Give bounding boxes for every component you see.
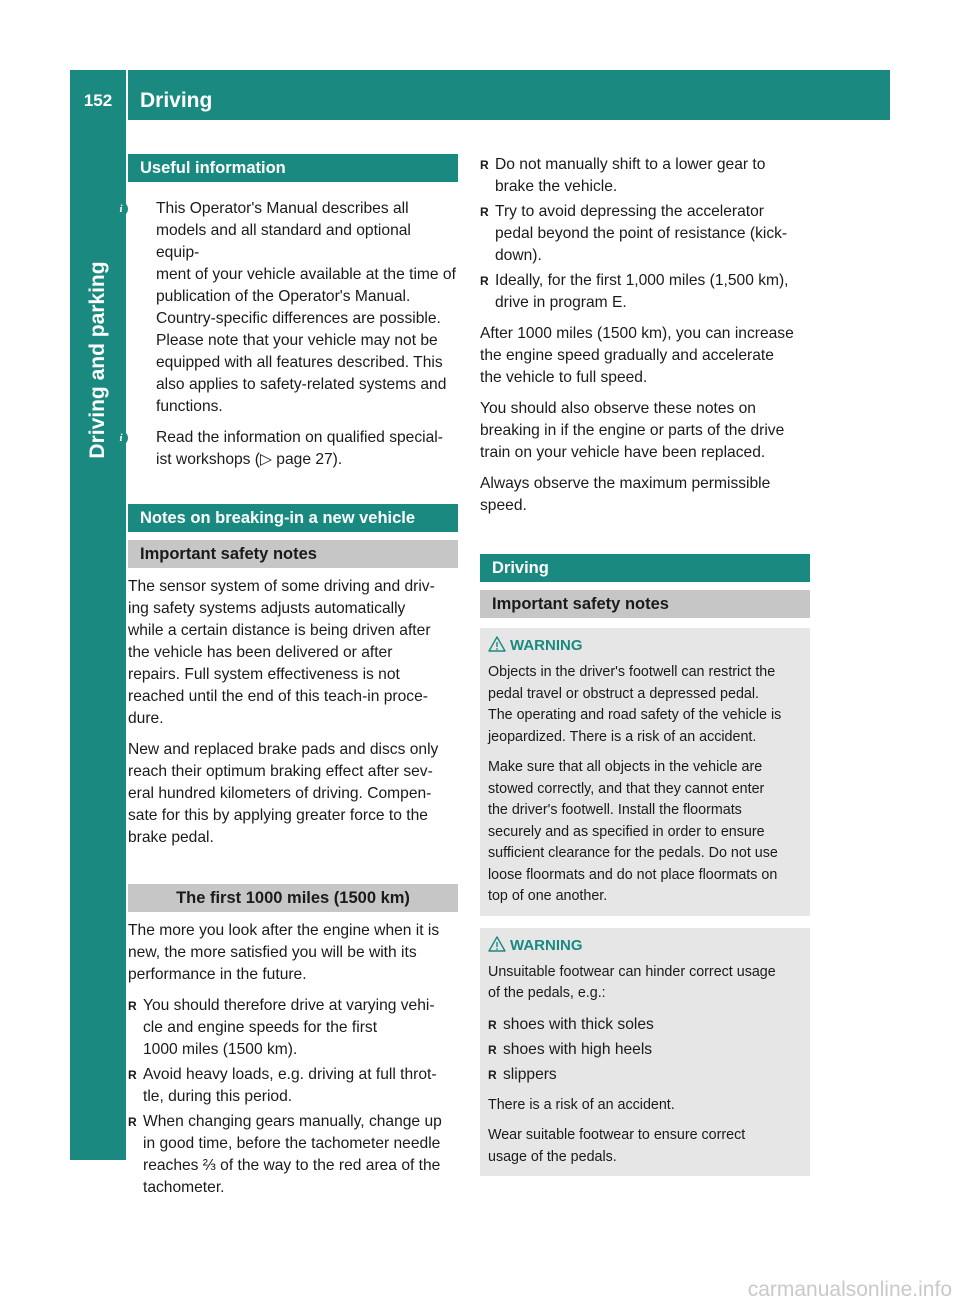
breaking-in-list: [128, 995, 458, 1199]
info-note-workshops: [119, 427, 458, 471]
chapter-title: Driving: [140, 89, 213, 112]
list-item-text: Try to avoid depressing the accelerator pedal beyond the point of resistance (kick- down).: [495, 203, 788, 264]
watermark: carmanualsonline.info: [747, 1278, 952, 1301]
warning-footwear-action: Wear suitable footwear to ensure correct usage of the pedals.: [488, 1127, 746, 1165]
warning-title-text: WARNING: [510, 637, 583, 654]
list-item: [128, 1064, 458, 1108]
bullet-marker: R: [480, 274, 489, 288]
warning-footwear-risk: There is a risk of an accident.: [488, 1096, 675, 1113]
list-item-text: shoes with thick soles: [503, 1015, 654, 1033]
after-1000-miles-paragraph: After 1000 miles (1500 km), you can increase the engine speed gradually and accelerate the vehicle to full speed.: [480, 325, 794, 386]
shifting-list: [480, 154, 810, 314]
info-note-text: This Operator's Manual describes all models and all standard and optional equip- ment of your vehicle available at the time of publication of the Operator's Manual. Country-specific differences are possible. Please note that your vehicle may not be equipped with all features described. This also applies to safety-related systems and functions.: [156, 200, 456, 415]
list-item-text: Avoid heavy loads, e.g. driving at full throt- tle, during this period.: [143, 1066, 437, 1105]
bullet-marker: R: [488, 1067, 497, 1082]
replaced-parts-paragraph: You should also observe these notes on breaking in if the engine or parts of the drive train on your vehicle have been replaced.: [480, 400, 785, 461]
list-item: [128, 995, 458, 1061]
left-column: [119, 154, 458, 1208]
footwear-list: [488, 1014, 802, 1086]
breaking-in-heading: Notes on breaking-in a new vehicle: [128, 504, 458, 532]
warning-box-footwear: [480, 928, 810, 1177]
bullet-marker: R: [480, 158, 489, 172]
list-item: [488, 1039, 802, 1061]
bullet-marker: R: [488, 1042, 497, 1057]
important-safety-notes-heading: Important safety notes: [128, 540, 458, 568]
bullet-marker: R: [128, 1068, 137, 1082]
list-item: [480, 270, 810, 314]
driving-safety-notes-heading: Important safety notes: [480, 590, 810, 618]
driving-heading: Driving: [480, 554, 810, 582]
warning-title: [488, 636, 802, 656]
first-1000-miles-heading: The first 1000 miles (1500 km): [128, 884, 458, 912]
bullet-marker: R: [128, 1115, 137, 1129]
useful-information-heading: Useful information: [128, 154, 458, 182]
list-item: [480, 154, 810, 198]
bullet-marker: R: [480, 205, 489, 219]
warning-footwear-intro: Unsuitable footwear can hinder correct usage of the pedals, e.g.:: [488, 963, 776, 1001]
list-item: [488, 1014, 802, 1036]
header-divider: [126, 70, 128, 120]
warning-footwell-risk: Objects in the driver's footwell can restrict the pedal travel or obstruct a depressed pedal. The operating and road safety of the vehicle is jeopardized. There is a risk of an accident.: [488, 664, 782, 745]
side-tab-label: Driving and parking: [86, 261, 109, 459]
right-column: [480, 154, 810, 1176]
list-item: [480, 201, 810, 267]
engine-care-paragraph: The more you look after the engine when it is new, the more satisfied you will be with its performance in the future.: [128, 922, 440, 983]
bullet-marker: R: [128, 999, 137, 1013]
list-item-text: When changing gears manually, change up in good time, before the tachometer needle reaches ⅔ of the way to the red area of the tachometer.: [143, 1113, 442, 1196]
info-note-manual: [119, 198, 458, 418]
list-item-text: shoes with high heels: [503, 1040, 653, 1058]
sensor-paragraph: The sensor system of some driving and driv- ing safety systems adjusts automatically while a certain distance is being driven after the vehicle has been delivered or after repairs. Full system effectiveness is not reached until the end of this teach-in proce- dure.: [128, 578, 435, 727]
list-item: [488, 1064, 802, 1086]
info-icon: i: [114, 431, 128, 445]
info-note-text: Read the information on qualified special- ist workshops (▷ page 27).: [156, 429, 443, 468]
list-item-text: slippers: [503, 1065, 557, 1083]
list-item-text: You should therefore drive at varying vehi- cle and engine speeds for the first 1000 miles (1500 km).: [143, 997, 435, 1058]
warning-triangle-icon: [488, 936, 506, 952]
warning-triangle-icon: [488, 636, 506, 652]
list-item: [128, 1111, 458, 1199]
brake-pads-paragraph: New and replaced brake pads and discs only reach their optimum braking effect after sev- eral hundred kilometers of driving. Compen- sate for this by applying greater force to the brake pedal.: [128, 741, 439, 846]
warning-box-footwell: [480, 628, 810, 916]
warning-title: [488, 936, 802, 956]
list-item-text: Ideally, for the first 1,000 miles (1,500 km), drive in program E.: [495, 272, 789, 311]
max-speed-paragraph: Always observe the maximum permissible speed.: [480, 475, 771, 514]
warning-title-text: WARNING: [510, 936, 583, 954]
page-number: 152: [83, 91, 113, 110]
list-item-text: Do not manually shift to a lower gear to brake the vehicle.: [495, 156, 766, 195]
info-icon: i: [114, 202, 128, 216]
bullet-marker: R: [488, 1017, 497, 1032]
warning-footwell-action: Make sure that all objects in the vehicle are stowed correctly, and that they cannot enter the driver's footwell. Install the floormats securely and as specified in order to ensure sufficient clearance for the pedals. Do not use loose floormats and do not place floormats on top of one another.: [488, 759, 778, 904]
